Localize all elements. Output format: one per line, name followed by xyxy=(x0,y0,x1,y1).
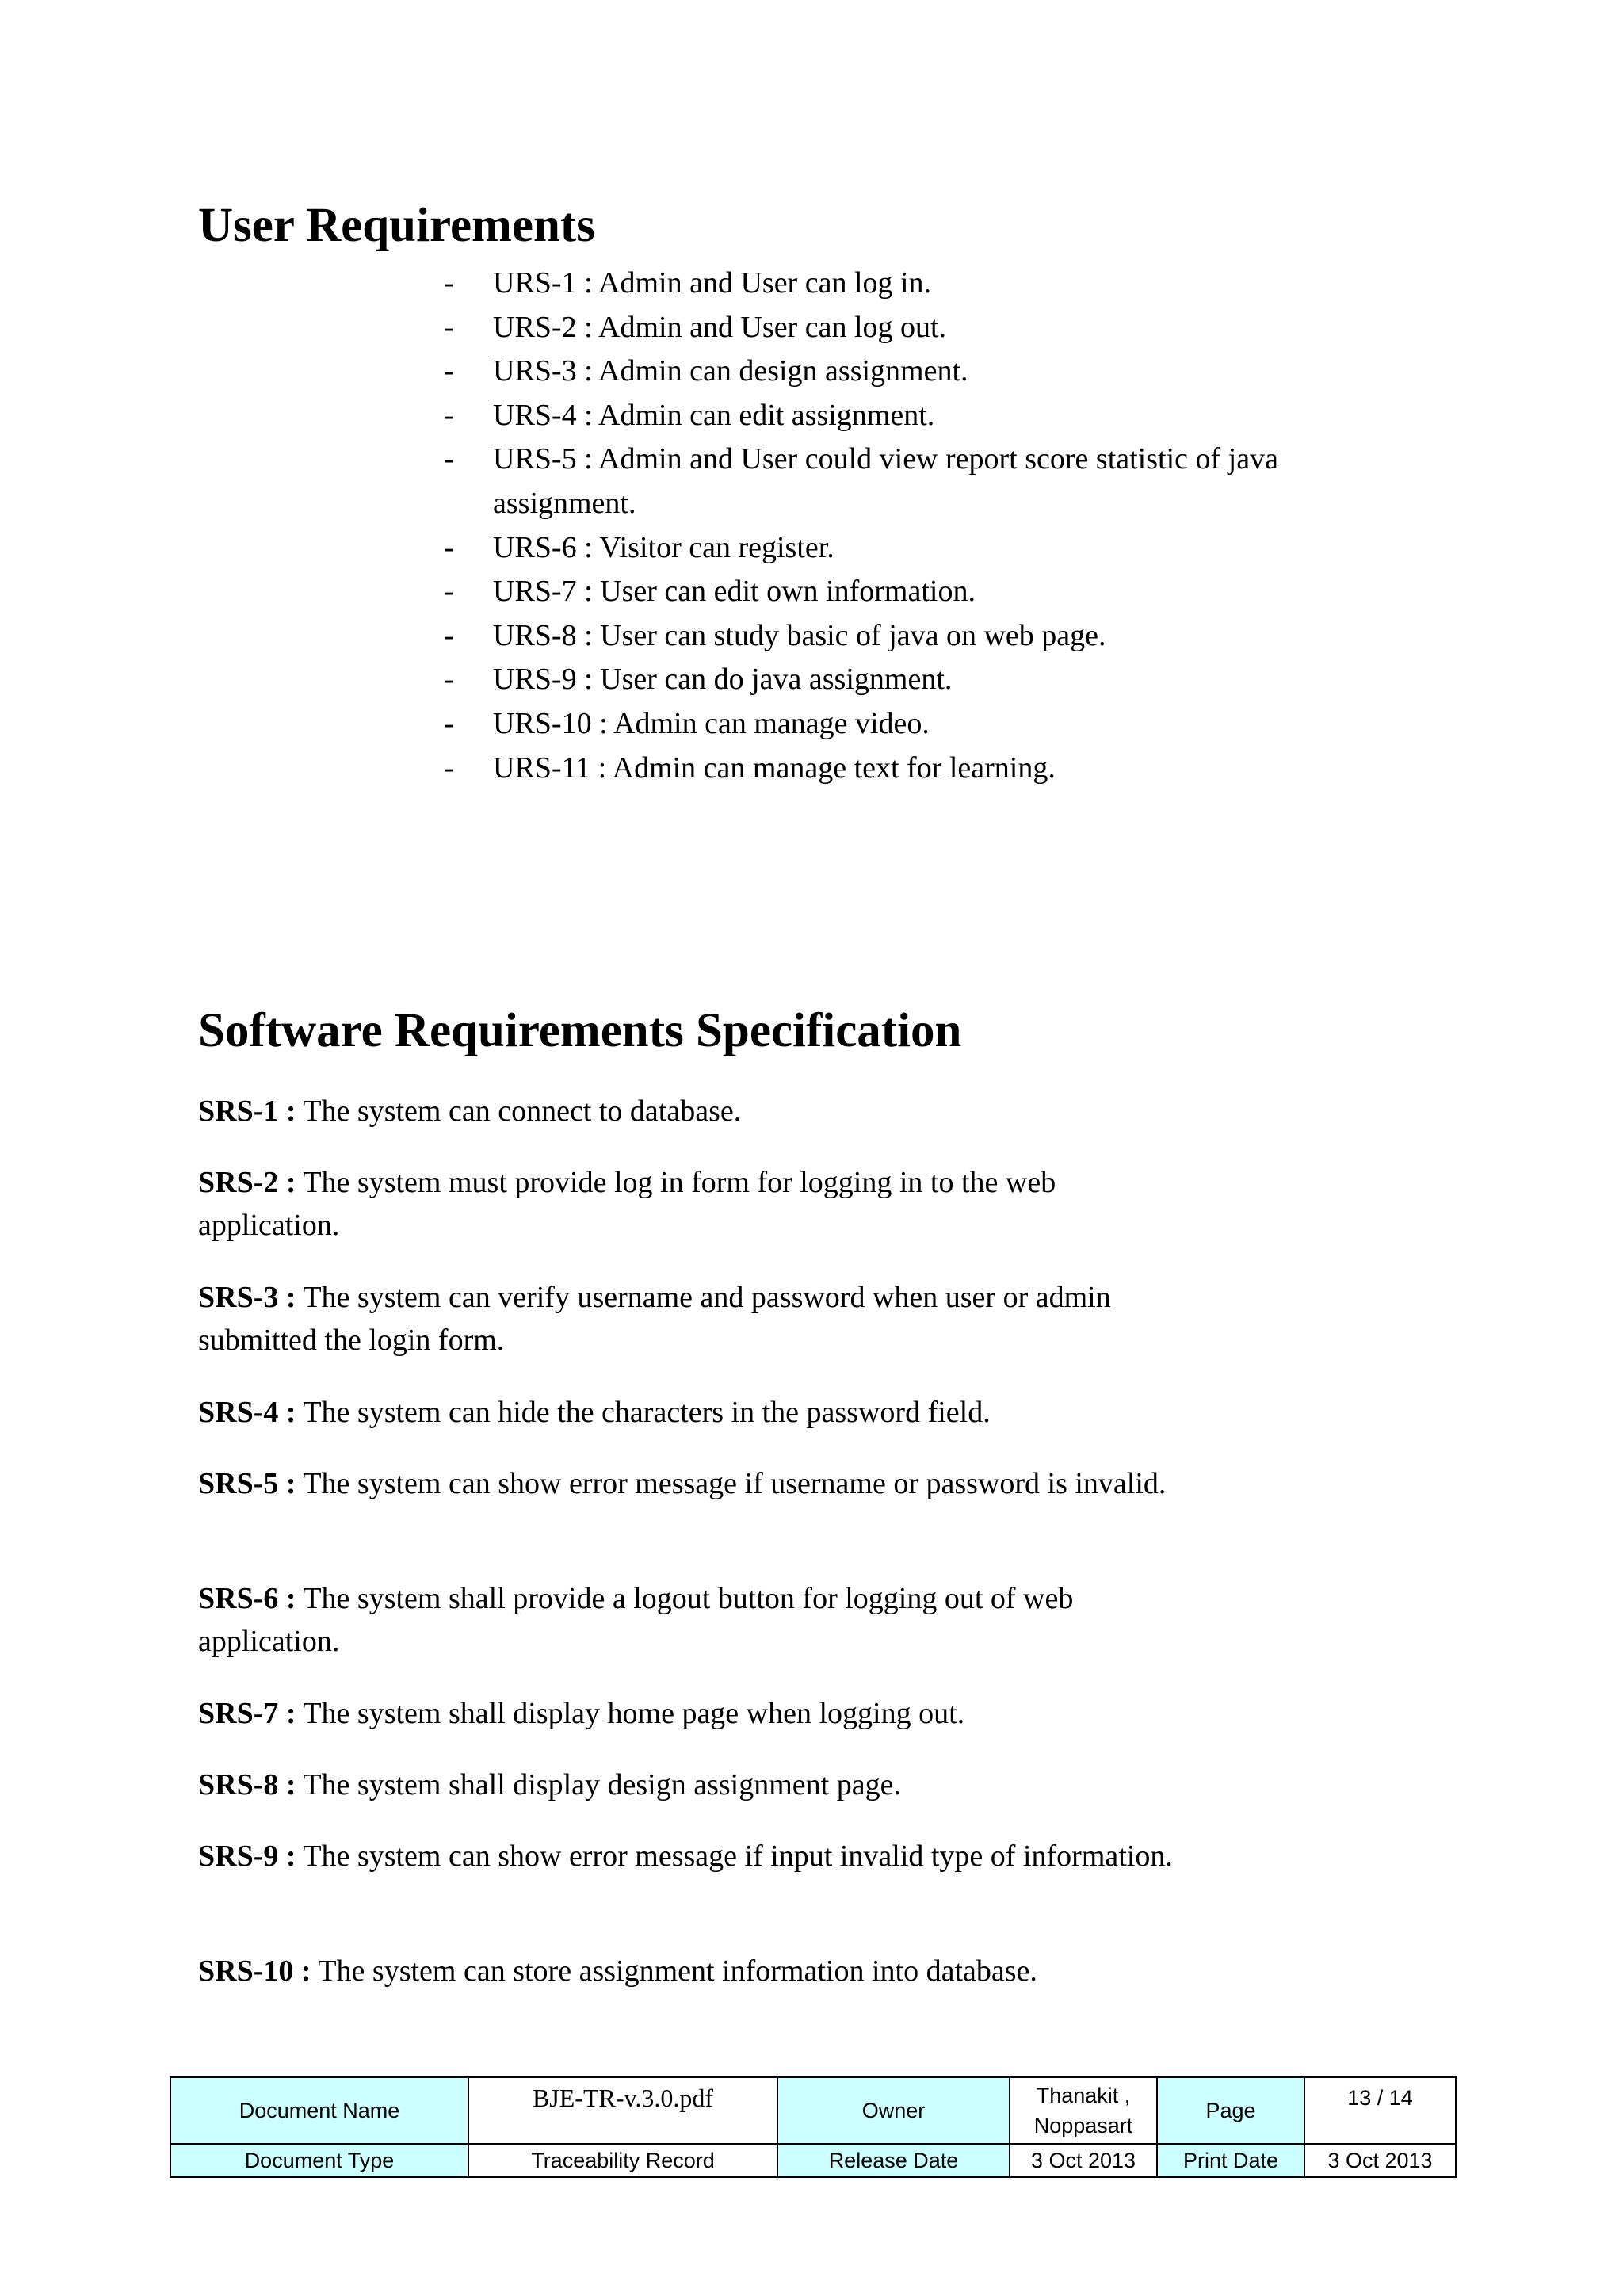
list-bullet: - xyxy=(444,398,454,432)
srs-item xyxy=(198,1835,1189,1878)
release-date-label: Release Date xyxy=(777,2144,1010,2177)
document-name-label: Document Name xyxy=(170,2077,468,2144)
urs-item-text: URS-6 : Visitor can register. xyxy=(493,530,834,564)
print-date-label: Print Date xyxy=(1157,2144,1304,2177)
srs-item-text: The system can connect to database. xyxy=(296,1095,742,1128)
urs-item-text: URS-5 : Admin and User could view report score statistic of java assignment. xyxy=(493,442,1278,520)
srs-item xyxy=(198,1391,1189,1434)
list-bullet: - xyxy=(444,354,454,388)
srs-item-text: The system shall display design assignment page. xyxy=(296,1768,901,1801)
srs-item xyxy=(198,1462,1189,1505)
srs-item-text: The system can hide the characters in the password field. xyxy=(296,1396,991,1429)
urs-item-text: URS-2 : Admin and User can log out. xyxy=(493,310,947,344)
owner-value xyxy=(1010,2077,1157,2144)
urs-item-text: URS-1 : Admin and User can log in. xyxy=(493,266,932,300)
srs-item-id: SRS-9 : xyxy=(198,1839,296,1873)
srs-item-id: SRS-3 : xyxy=(198,1281,296,1314)
document-footer-table xyxy=(170,2076,1457,2178)
srs-item-id: SRS-1 : xyxy=(198,1095,296,1128)
srs-item-text: The system shall provide a logout button for logging out of web application. xyxy=(198,1582,1074,1658)
urs-item xyxy=(444,437,1379,525)
urs-item xyxy=(444,658,1379,702)
list-bullet: - xyxy=(444,530,454,564)
page-number: 13 / 14 xyxy=(1304,2077,1456,2144)
urs-item-text: URS-3 : Admin can design assignment. xyxy=(493,354,968,388)
urs-item-text: URS-10 : Admin can manage video. xyxy=(493,706,930,740)
urs-item xyxy=(444,526,1379,571)
owner-line-2: Noppasart xyxy=(1033,2114,1133,2137)
urs-item xyxy=(444,747,1379,791)
srs-item-id: SRS-7 : xyxy=(198,1697,296,1730)
srs-item-text: The system must provide log in form for logging in to the web application. xyxy=(198,1166,1056,1242)
release-date-value: 3 Oct 2013 xyxy=(1010,2144,1157,2177)
list-bullet: - xyxy=(444,706,454,740)
print-date-value: 3 Oct 2013 xyxy=(1304,2144,1456,2177)
urs-item-text: URS-11 : Admin can manage text for learning. xyxy=(493,751,1056,785)
urs-item xyxy=(444,262,1379,306)
srs-item xyxy=(198,1161,1189,1247)
list-bullet: - xyxy=(444,575,454,609)
srs-item-id: SRS-6 : xyxy=(198,1582,296,1615)
srs-item xyxy=(198,1692,1189,1735)
srs-item-id: SRS-2 : xyxy=(198,1166,296,1199)
srs-item-text: The system can store assignment information into database. xyxy=(311,1954,1037,1988)
srs-item-text: The system can show error message if input invalid type of information. xyxy=(296,1839,1173,1873)
list-bullet: - xyxy=(444,266,454,300)
user-requirements-heading: User Requirements xyxy=(198,199,595,252)
page-label: Page xyxy=(1157,2077,1304,2144)
srs-item-id: SRS-10 : xyxy=(198,1954,311,1988)
urs-item xyxy=(444,702,1379,747)
list-bullet: - xyxy=(444,442,454,476)
urs-item xyxy=(444,306,1379,350)
document-type-label: Document Type xyxy=(170,2144,468,2177)
srs-item-id: SRS-4 : xyxy=(198,1396,296,1429)
urs-item-text: URS-7 : User can edit own information. xyxy=(493,575,976,609)
user-requirements-list xyxy=(444,262,1379,790)
list-bullet: - xyxy=(444,663,454,697)
urs-item-text: URS-4 : Admin can edit assignment. xyxy=(493,398,935,432)
srs-item-id: SRS-8 : xyxy=(198,1768,296,1801)
list-bullet: - xyxy=(444,310,454,344)
software-requirements-heading: Software Requirements Specification xyxy=(198,1004,962,1057)
srs-item-text: The system shall display home page when logging out. xyxy=(296,1697,965,1730)
srs-item-text: The system can verify username and password when user or admin submitted the login form. xyxy=(198,1281,1111,1357)
srs-item xyxy=(198,1950,1189,1992)
urs-item xyxy=(444,614,1379,659)
srs-item xyxy=(198,1276,1189,1362)
urs-item xyxy=(444,394,1379,438)
srs-item xyxy=(198,1577,1189,1663)
srs-item-text: The system can show error message if username or password is invalid. xyxy=(296,1467,1167,1500)
urs-item xyxy=(444,350,1379,394)
owner-label: Owner xyxy=(777,2077,1010,2144)
document-name-value: BJE-TR-v.3.0.pdf xyxy=(468,2077,777,2144)
urs-item-text: URS-8 : User can study basic of java on web page. xyxy=(493,618,1106,652)
list-bullet: - xyxy=(444,751,454,785)
srs-item xyxy=(198,1090,1189,1133)
document-type-value: Traceability Record xyxy=(468,2144,777,2177)
urs-item-text: URS-9 : User can do java assignment. xyxy=(493,663,953,697)
urs-item xyxy=(444,570,1379,614)
list-bullet: - xyxy=(444,618,454,652)
srs-item xyxy=(198,1763,1189,1806)
owner-line-1: Thanakit , xyxy=(1036,2084,1131,2107)
srs-item-id: SRS-5 : xyxy=(198,1467,296,1500)
